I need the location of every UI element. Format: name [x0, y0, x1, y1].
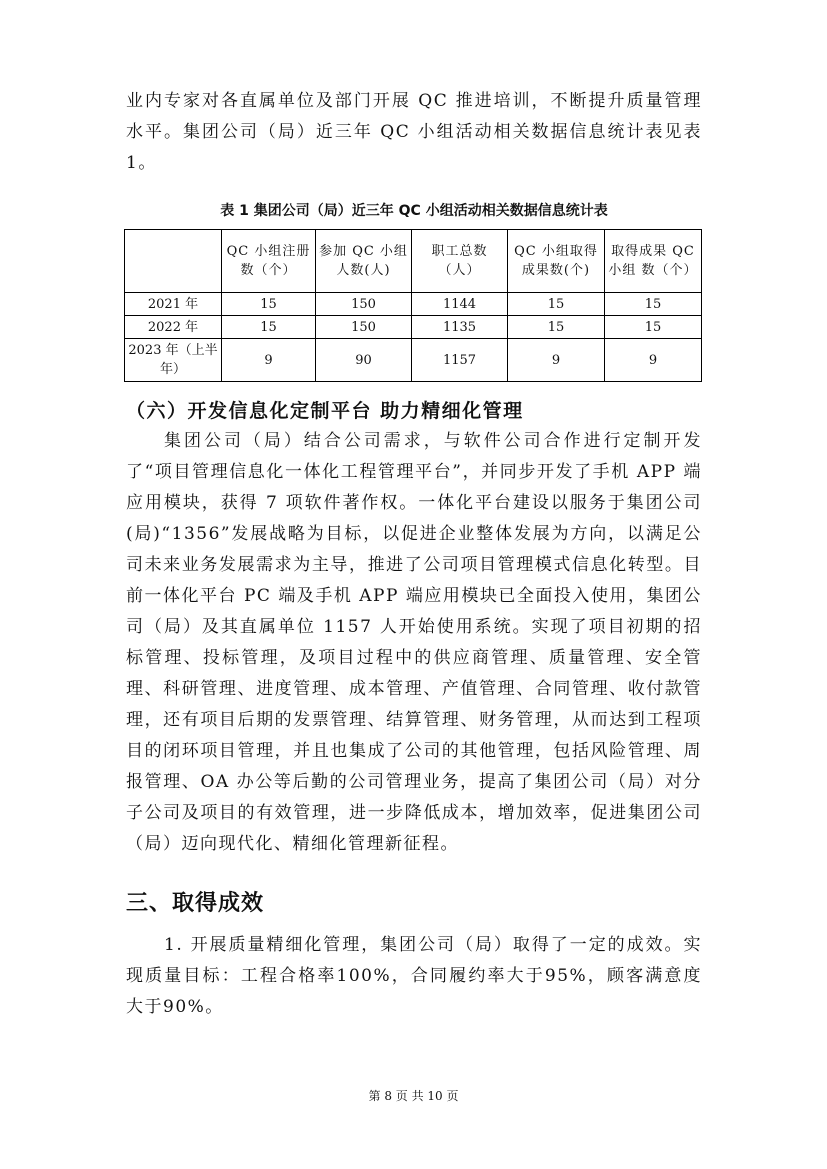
cell-achievements: 15: [508, 293, 605, 316]
intro-paragraph: 业内专家对各直属单位及部门开展 QC 推进培训，不断提升质量管理水平。集团公司（局）近三年 QC 小组活动相关数据信息统计表见表 1。: [126, 91, 702, 173]
cell-participants: 90: [316, 339, 412, 382]
table-row: [125, 293, 702, 316]
table-caption: 表 1 集团公司（局）近三年 QC 小组活动相关数据信息统计表: [220, 203, 608, 219]
cell-year: 2021 年: [125, 293, 222, 316]
cell-groups-with-results: 15: [605, 316, 702, 339]
cell-participants: 150: [316, 293, 412, 316]
section-three-heading: 三、取得成效: [126, 891, 265, 916]
header-empty: [125, 230, 222, 293]
cell-achievements: 15: [508, 316, 605, 339]
header-achievements: QC 小组取得成果数(个): [508, 230, 605, 293]
cell-year: 2023 年（上半年）: [125, 339, 222, 382]
cell-registered: 9: [222, 339, 316, 382]
table-header-row: [125, 230, 702, 293]
qc-statistics-table: [124, 229, 702, 382]
header-employees: 职工总数（人）: [412, 230, 508, 293]
header-registered: QC 小组注册数（个）: [222, 230, 316, 293]
cell-groups-with-results: 9: [605, 339, 702, 382]
cell-employees: 1157: [412, 339, 508, 382]
cell-employees: 1144: [412, 293, 508, 316]
section-three-paragraph: 1. 开展质量精细化管理，集团公司（局）取得了一定的成效。实现质量目标：工程合格率100%，合同履约率大于95%，顾客满意度大于90%。: [126, 935, 702, 1017]
cell-registered: 15: [222, 293, 316, 316]
section-six-heading: （六）开发信息化定制平台 助力精细化管理: [126, 400, 524, 422]
cell-achievements: 9: [508, 339, 605, 382]
cell-employees: 1135: [412, 316, 508, 339]
header-groups-with-results: 取得成果 QC 小组 数（个）: [605, 230, 702, 293]
table-row: [125, 316, 702, 339]
cell-groups-with-results: 15: [605, 293, 702, 316]
table-row: [125, 339, 702, 382]
section-six-paragraph: 集团公司（局）结合公司需求，与软件公司合作进行定制开发了“项目管理信息化一体化工程管理平台”，并同步开发了手机 APP 端应用模块，获得 7 项软件著作权。一体化平台建设以服务于集团公司(局)“1356”发展战略为目标，以促进企业整体发展为方向，以满足公司未来业务发展需求为主导，推进了公司项目管理模式信息化转型。目前一体化平台 PC 端及手机 APP 端应用模块已全面投入使用，集团公司（局）及其直属单位 1157 人开始使用系统。实现了项目初期的招标管理、投标管理，及项目过程中的供应商管理、质量管理、安全管理、科研管理、进度管理、成本管理、产值管理、合同管理、收付款管理，还有项目后期的发票管理、结算管理、财务管理，从而达到工程项目的闭环项目管理，并且也集成了公司的其他管理，包括风险管理、周报管理、OA 办公等后勤的公司管理业务，提高了集团公司（局）对分子公司及项目的有效管理，进一步降低成本，增加效率，促进集团公司（局）迈向现代化、精细化管理新征程。: [126, 431, 702, 854]
header-participants: 参加 QC 小组人数(人): [316, 230, 412, 293]
cell-registered: 15: [222, 316, 316, 339]
cell-year: 2022 年: [125, 316, 222, 339]
page-number-footer: 第 8 页 共 10 页: [368, 1089, 459, 1103]
cell-participants: 150: [316, 316, 412, 339]
